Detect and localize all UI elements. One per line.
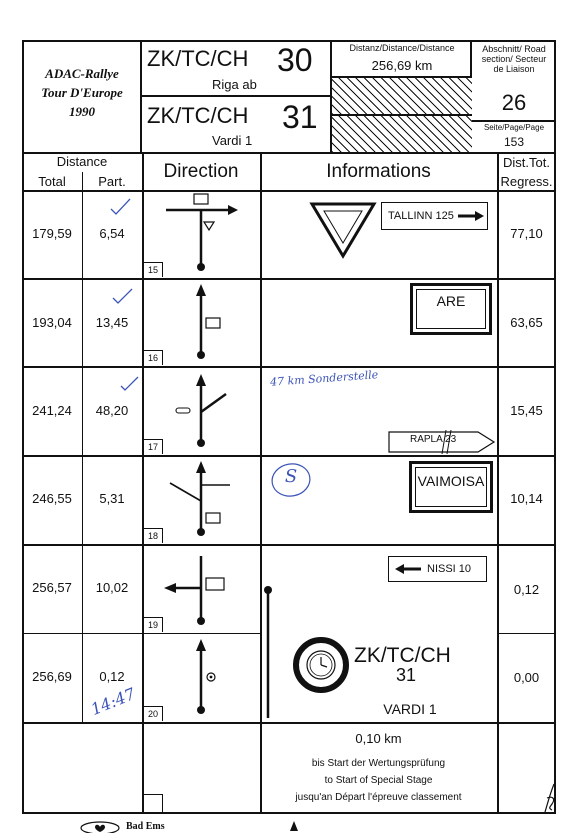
event-title-block xyxy=(22,40,142,152)
row-total: 256,69 xyxy=(32,669,72,684)
sign-label: RAPLA 23 xyxy=(410,434,457,445)
final-distance: 0,10 km xyxy=(355,731,402,746)
tc-start-block xyxy=(142,40,332,97)
divider xyxy=(82,172,83,190)
final-line-en: to Start of Special Stage xyxy=(324,775,433,786)
row-regress: 15,45 xyxy=(510,403,543,418)
sponsor-name: Bad Ems xyxy=(126,821,165,832)
box-number: 18 xyxy=(144,528,163,543)
box-number: 16 xyxy=(144,350,163,365)
row-part: 10,02 xyxy=(95,580,129,595)
final-tc-label: ZK/TC/CH xyxy=(354,644,451,667)
col-part: Part. xyxy=(98,174,126,189)
tulip-diagram-17 xyxy=(144,368,258,454)
handwritten-initials xyxy=(540,780,562,816)
col-line xyxy=(82,190,83,722)
tc-end-place: Vardi 1 xyxy=(212,133,253,148)
footer-arrow-icon xyxy=(289,821,299,831)
row-total: 241,24 xyxy=(32,403,72,418)
distance-label: Distanz/Distance/Distance xyxy=(349,43,455,53)
grid-line xyxy=(22,633,260,634)
row-total: 246,55 xyxy=(32,491,72,506)
grid-line xyxy=(22,722,556,724)
row-total: 256,57 xyxy=(32,580,72,595)
page-number: 153 xyxy=(503,135,525,149)
col-regress: Regress. xyxy=(500,174,553,189)
final-place: VARDI 1 xyxy=(383,701,437,717)
col-distance: Distance xyxy=(56,154,108,169)
event-line1: ADAC-Rallye xyxy=(45,66,119,81)
col-informations: Informations xyxy=(326,161,431,182)
divider xyxy=(472,120,556,122)
row-total: 179,59 xyxy=(32,226,72,241)
tc-start-place: Riga ab xyxy=(212,77,257,92)
row-part: 0,12 xyxy=(99,669,125,684)
distance-value: 256,69 km xyxy=(371,58,433,73)
row-total: 193,04 xyxy=(32,315,72,330)
tc-end-number: 31 xyxy=(282,99,318,135)
event-year: 1990 xyxy=(69,104,95,119)
distance-block xyxy=(332,40,472,152)
check-mark-icon xyxy=(110,286,136,306)
box-number: 15 xyxy=(144,262,163,277)
sign-label: ARE xyxy=(436,293,466,309)
page-label: Seite/Page/Page xyxy=(483,123,545,132)
handwritten-letter: S xyxy=(284,466,298,487)
section-label: Abschnitt/ Road section/ Secteur de Liaison xyxy=(481,44,547,74)
road-sign-nissi xyxy=(388,556,487,582)
col-dist-tot: Dist.Tot. xyxy=(503,155,550,170)
tc-end-label: ZK/TC/CH xyxy=(147,103,249,128)
tulip-diagram-18 xyxy=(144,457,258,543)
hatched-area-2 xyxy=(332,116,472,152)
sign-label: NISSI 10 xyxy=(427,563,472,575)
road-sign-vaimoisa xyxy=(409,461,493,513)
box-number: 19 xyxy=(144,617,163,632)
row-regress: 0,00 xyxy=(513,670,540,685)
row-regress: 0,12 xyxy=(513,582,540,597)
check-mark-icon xyxy=(118,374,142,394)
road-sign-are xyxy=(410,283,492,335)
row-part: 5,31 xyxy=(99,491,125,506)
grid-line xyxy=(22,544,556,546)
row-part: 48,20 xyxy=(95,403,129,418)
box-number-empty xyxy=(144,794,163,813)
tulip-diagram-19 xyxy=(144,546,258,632)
grid-line xyxy=(22,278,556,280)
row-part: 13,45 xyxy=(95,315,129,330)
box-number: 17 xyxy=(144,439,163,454)
row-regress: 10,14 xyxy=(510,491,543,506)
grid-line xyxy=(497,633,556,634)
time-control-clock-icon xyxy=(293,637,349,693)
control-marker-icon xyxy=(262,584,274,720)
final-line-de: bis Start der Wertungsprüfung xyxy=(311,758,446,769)
section-block xyxy=(472,40,556,152)
arrow-right-icon xyxy=(458,210,484,222)
grid-line xyxy=(22,455,556,457)
road-sign-tallinn xyxy=(381,202,488,230)
col-line xyxy=(497,152,499,814)
grid-line xyxy=(22,190,556,192)
final-line-fr: jusqu'an Départ l'épreuve classement xyxy=(295,792,462,803)
row-regress: 77,10 xyxy=(510,226,543,241)
handwritten-time: 14:47 xyxy=(88,684,138,719)
sign-label: VAIMOISA xyxy=(417,473,485,489)
final-tc-number: 31 xyxy=(395,665,417,685)
tulip-diagram-16 xyxy=(144,280,258,366)
section-number: 26 xyxy=(501,90,527,115)
event-line2: Tour D'Europe xyxy=(41,85,123,100)
tc-start-number: 30 xyxy=(277,42,313,78)
tc-start-label: ZK/TC/CH xyxy=(147,46,249,71)
hatched-area xyxy=(332,78,472,114)
tulip-diagram-20 xyxy=(144,635,258,721)
handwritten-note: 47 km Sonderstelle xyxy=(269,368,379,389)
col-total: Total xyxy=(38,174,66,189)
check-mark-icon xyxy=(108,196,134,218)
row-part: 6,54 xyxy=(99,226,125,241)
tc-end-block xyxy=(142,97,332,152)
col-direction: Direction xyxy=(163,161,239,182)
box-number: 20 xyxy=(144,706,163,721)
sign-label: TALLINN 125 xyxy=(388,210,454,222)
yield-sign-icon xyxy=(308,200,378,260)
tulip-diagram-15 xyxy=(144,192,258,278)
grid-line xyxy=(22,366,556,368)
arrow-left-icon xyxy=(395,563,421,575)
row-regress: 63,65 xyxy=(510,315,543,330)
